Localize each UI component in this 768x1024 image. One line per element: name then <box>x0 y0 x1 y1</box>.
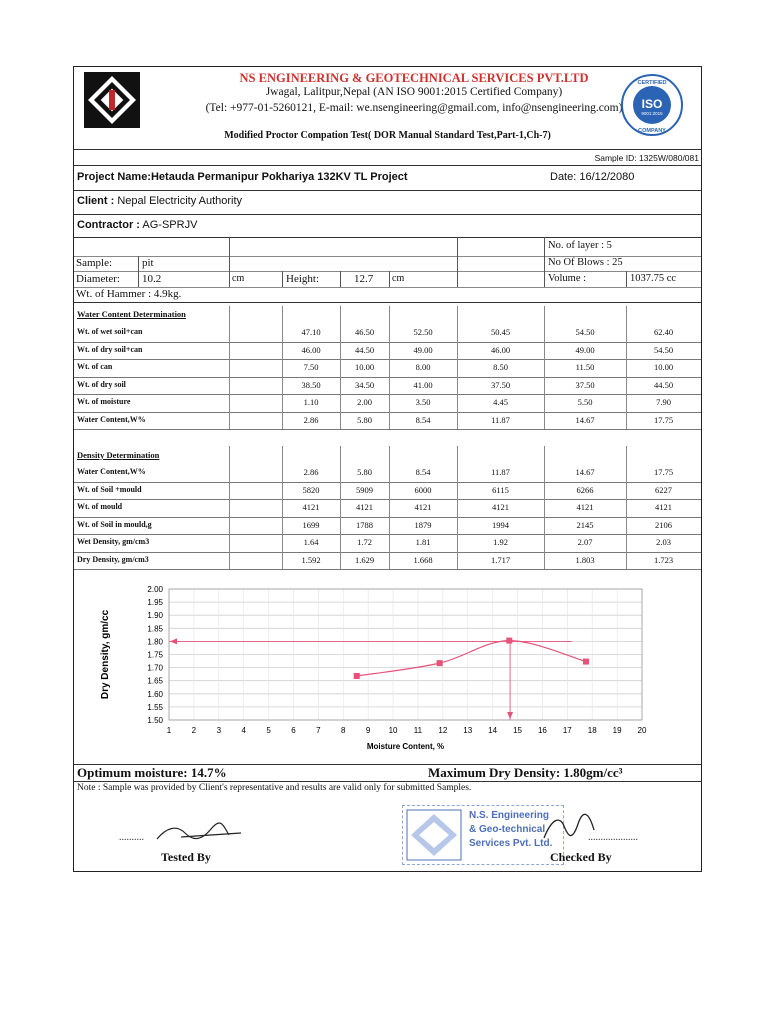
table-cell: 3.50 <box>415 397 431 407</box>
table-cell: 4121 <box>492 502 509 512</box>
client-row <box>77 195 242 207</box>
diameter-label: Diameter: <box>76 273 120 285</box>
tested-by-label: Tested By <box>161 850 211 864</box>
table-cell: 44.50 <box>354 344 375 355</box>
row-label: Wt. of dry soil+can <box>77 344 143 354</box>
volume-label: Volume : <box>548 273 587 284</box>
height-unit: cm <box>392 273 405 284</box>
sample-value: pit <box>142 257 154 269</box>
row-label: Wt. of mould <box>77 502 123 511</box>
density-heading: Density Determination <box>77 450 160 460</box>
contractor-row <box>77 219 197 231</box>
report-sheet <box>73 66 702 872</box>
table-cell: 4.45 <box>493 397 508 407</box>
table-cell: 14.67 <box>575 414 595 425</box>
table-cell: 1994 <box>492 519 509 530</box>
row-label: Wt. of dry soil <box>77 379 126 389</box>
table-cell: 2.00 <box>357 397 372 407</box>
table-cell: 8.50 <box>493 362 508 372</box>
y-tick-label: 1.85 <box>147 624 163 634</box>
table-cell: 46.50 <box>354 327 375 337</box>
table-cell: 4121 <box>576 502 594 512</box>
x-tick-label: 18 <box>587 726 597 735</box>
x-tick-label: 16 <box>537 726 547 735</box>
table-cell: 7.90 <box>656 397 671 407</box>
x-tick-label: 13 <box>463 726 473 735</box>
layers: No. of layer : 5 <box>548 240 612 251</box>
table-cell: 1699 <box>302 519 320 530</box>
table-cell: 54.50 <box>653 344 674 355</box>
y-tick-label: 2.00 <box>147 585 163 594</box>
table-cell: 2145 <box>576 519 594 530</box>
table-cell: 1.723 <box>653 554 674 565</box>
table-cell: 1.629 <box>354 554 375 565</box>
x-tick-label: 12 <box>438 726 448 735</box>
company-address: Jwagal, Lalitpur,Nepal (AN ISO 9001:2015 Certified Company) <box>265 86 563 98</box>
table-cell: 6266 <box>576 484 594 495</box>
row-label: Dry Density, gm/cm3 <box>77 554 149 564</box>
table-cell: 2.03 <box>656 537 671 547</box>
table-cell: 4121 <box>302 502 320 512</box>
mdd-arrow <box>170 638 177 644</box>
table-cell: 1.92 <box>493 537 508 547</box>
table-cell: 4121 <box>356 502 373 512</box>
table-cell: 11.87 <box>491 467 510 477</box>
table-cell: 1.10 <box>303 397 319 407</box>
x-tick-label: 4 <box>241 726 246 735</box>
row-label: Wt. of Soil +mould <box>77 484 142 494</box>
table-cell: 2.07 <box>577 537 593 547</box>
y-tick-label: 1.75 <box>147 650 163 660</box>
table-cell: 2.86 <box>303 414 319 425</box>
svg-text:..........: .......... <box>119 832 144 843</box>
stamp-line1: N.S. Engineering <box>469 810 550 821</box>
table-cell: 38.50 <box>301 379 321 390</box>
height-value: 12.7 <box>354 273 374 285</box>
row-label: Wt. of wet soil+can <box>77 327 143 336</box>
table-cell: 14.67 <box>575 467 595 477</box>
table-cell: 41.00 <box>413 379 433 390</box>
company-contact: (Tel: +977-01-5260121, E-mail: we.nsengineering@gmail.com, info@nsengineering.com) <box>205 102 623 114</box>
water-content-heading: Water Content Determination <box>77 309 186 319</box>
x-tick-label: 20 <box>637 726 647 735</box>
checked-by-label: Checked By <box>550 850 612 864</box>
y-tick-label: 1.50 <box>147 716 163 725</box>
data-point <box>506 638 512 644</box>
note: Note : Sample was provided by Client's representative and results are valid only for submitted Samples. <box>77 783 472 793</box>
tester-signature <box>119 819 249 849</box>
table-cell: 49.00 <box>413 344 433 355</box>
client-value: Nepal Electricity Authority <box>117 195 243 207</box>
diameter-unit: cm <box>232 273 245 284</box>
svg-text:....................: .................... <box>588 832 638 843</box>
table-cell: 49.00 <box>575 344 595 355</box>
stamp-line2: & Geo-technical <box>469 824 546 835</box>
table-cell: 4121 <box>655 502 672 512</box>
table-cell: 1.64 <box>303 537 319 547</box>
x-tick-label: 1 <box>166 726 172 735</box>
table-cell: 1879 <box>414 519 432 530</box>
row-label: Water Content,W% <box>77 467 146 476</box>
compaction-chart-svg <box>94 579 654 759</box>
svg-text:ISO: ISO <box>641 97 663 111</box>
data-point <box>583 659 589 665</box>
table-cell: 2106 <box>655 519 672 530</box>
table-cell: 17.75 <box>653 467 674 477</box>
x-tick-label: 19 <box>612 726 622 735</box>
table-cell: 34.50 <box>354 379 375 390</box>
row-label: Wt. of can <box>77 362 113 371</box>
x-tick-label: 9 <box>365 726 371 735</box>
table-cell: 50.45 <box>490 327 511 337</box>
table-cell: 5.50 <box>577 397 593 407</box>
table-cell: 46.00 <box>301 344 321 355</box>
y-tick-label: 1.90 <box>147 611 163 621</box>
table-cell: 17.75 <box>653 414 674 425</box>
table-cell: 37.50 <box>490 379 511 390</box>
table-cell: 54.50 <box>575 327 595 337</box>
table-cell: 1.81 <box>415 537 431 547</box>
x-tick-label: 2 <box>191 726 197 735</box>
stamp-line3: Services Pvt. Ltd. <box>469 838 553 849</box>
table-cell: 46.00 <box>490 344 511 355</box>
data-point <box>437 660 443 666</box>
table-cell: 8.54 <box>415 414 431 425</box>
x-tick-label: 14 <box>488 726 498 735</box>
svg-text:CERTIFIED: CERTIFIED <box>637 80 667 86</box>
y-tick-label: 1.65 <box>147 676 163 686</box>
table-cell: 5820 <box>302 484 320 495</box>
company-logo <box>84 72 140 128</box>
optimum-moisture: Optimum moisture: 14.7% <box>77 765 227 780</box>
table-cell: 6227 <box>655 484 672 495</box>
max-dry-density: Maximum Dry Density: 1.80gm/cc³ <box>428 765 623 780</box>
sample-id: Sample ID: 1325W/080/081 <box>594 153 699 163</box>
table-cell: 6000 <box>414 484 432 495</box>
table-cell: 44.50 <box>653 379 674 390</box>
client-label: Client : <box>77 195 115 207</box>
table-cell: 6115 <box>492 484 509 495</box>
row-label: Wt. of Soil in mould,g <box>77 519 152 529</box>
table-cell: 1.717 <box>490 554 511 565</box>
x-axis-label: Moisture Content, % <box>366 742 445 751</box>
table-cell: 2.86 <box>303 467 319 477</box>
svg-text:9001:2015: 9001:2015 <box>641 111 663 116</box>
table-cell: 5909 <box>356 484 373 495</box>
row-label: Wet Density, gm/cm3 <box>77 537 150 546</box>
project-name: Project Name:Hetauda Permanipur Pokhariya 132KV TL Project <box>77 171 408 183</box>
contractor-value: AG-SPRJV <box>142 219 198 231</box>
y-tick-label: 1.60 <box>147 689 163 699</box>
x-tick-label: 8 <box>341 726 346 735</box>
table-cell: 1.803 <box>575 554 595 565</box>
omc-arrow <box>507 712 513 719</box>
table-cell: 62.40 <box>653 327 674 337</box>
sample-label: Sample: <box>76 257 113 269</box>
hammer-weight: Wt. of Hammer : 4.9kg. <box>76 288 182 300</box>
data-point <box>354 673 360 679</box>
table-cell: 10.00 <box>653 362 674 372</box>
x-tick-label: 15 <box>513 726 522 735</box>
contractor-label: Contractor : <box>77 219 140 231</box>
blows: No Of Blows : 25 <box>548 257 623 268</box>
table-cell: 37.50 <box>575 379 595 390</box>
table-cell: 4121 <box>414 502 432 512</box>
checker-signature <box>538 812 698 846</box>
table-cell: 8.00 <box>415 362 431 372</box>
row-label: Water Content,W% <box>77 414 146 424</box>
table-cell: 52.50 <box>413 327 433 337</box>
table-cell: 11.50 <box>575 362 595 372</box>
table-cell: 8.54 <box>415 467 431 477</box>
x-tick-label: 6 <box>291 726 296 735</box>
x-tick-label: 7 <box>316 726 321 735</box>
x-tick-label: 10 <box>388 726 398 735</box>
x-tick-label: 17 <box>562 726 572 735</box>
svg-text:COMPANY: COMPANY <box>638 128 666 134</box>
table-cell: 1.592 <box>301 554 321 565</box>
x-tick-label: 3 <box>216 726 222 735</box>
report-title: Modified Proctor Compation Test( DOR Manual Standard Test,Part-1,Ch-7) <box>224 130 551 141</box>
y-axis-label: Dry Density, gm/cc <box>100 609 111 700</box>
y-tick-label: 1.55 <box>147 702 163 712</box>
diameter-value: 10.2 <box>142 273 162 285</box>
table-cell: 1788 <box>356 519 373 530</box>
table-cell: 11.87 <box>491 414 510 425</box>
table-cell: 1.72 <box>357 537 372 547</box>
table-cell: 10.00 <box>354 362 375 372</box>
table-cell: 1.668 <box>413 554 433 565</box>
compaction-chart <box>94 579 654 759</box>
volume-value: 1037.75 cc <box>630 273 677 284</box>
report-date: Date: 16/12/2080 <box>550 171 635 183</box>
y-tick-label: 1.80 <box>147 637 163 647</box>
table-cell: 7.50 <box>303 362 319 372</box>
x-tick-label: 11 <box>413 726 423 735</box>
x-tick-label: 5 <box>266 726 271 735</box>
y-tick-label: 1.70 <box>147 663 163 673</box>
table-cell: 47.10 <box>301 327 321 337</box>
row-label: Wt. of moisture <box>77 397 131 406</box>
table-cell: 5.80 <box>357 414 372 425</box>
table-cell: 5.80 <box>357 467 372 477</box>
iso-badge <box>620 73 684 137</box>
height-label: Height: <box>286 273 319 285</box>
y-tick-label: 1.95 <box>147 598 163 608</box>
compaction-curve <box>357 641 586 676</box>
company-name: NS ENGINEERING & GEOTECHNICAL SERVICES PVT.LTD <box>239 71 589 85</box>
